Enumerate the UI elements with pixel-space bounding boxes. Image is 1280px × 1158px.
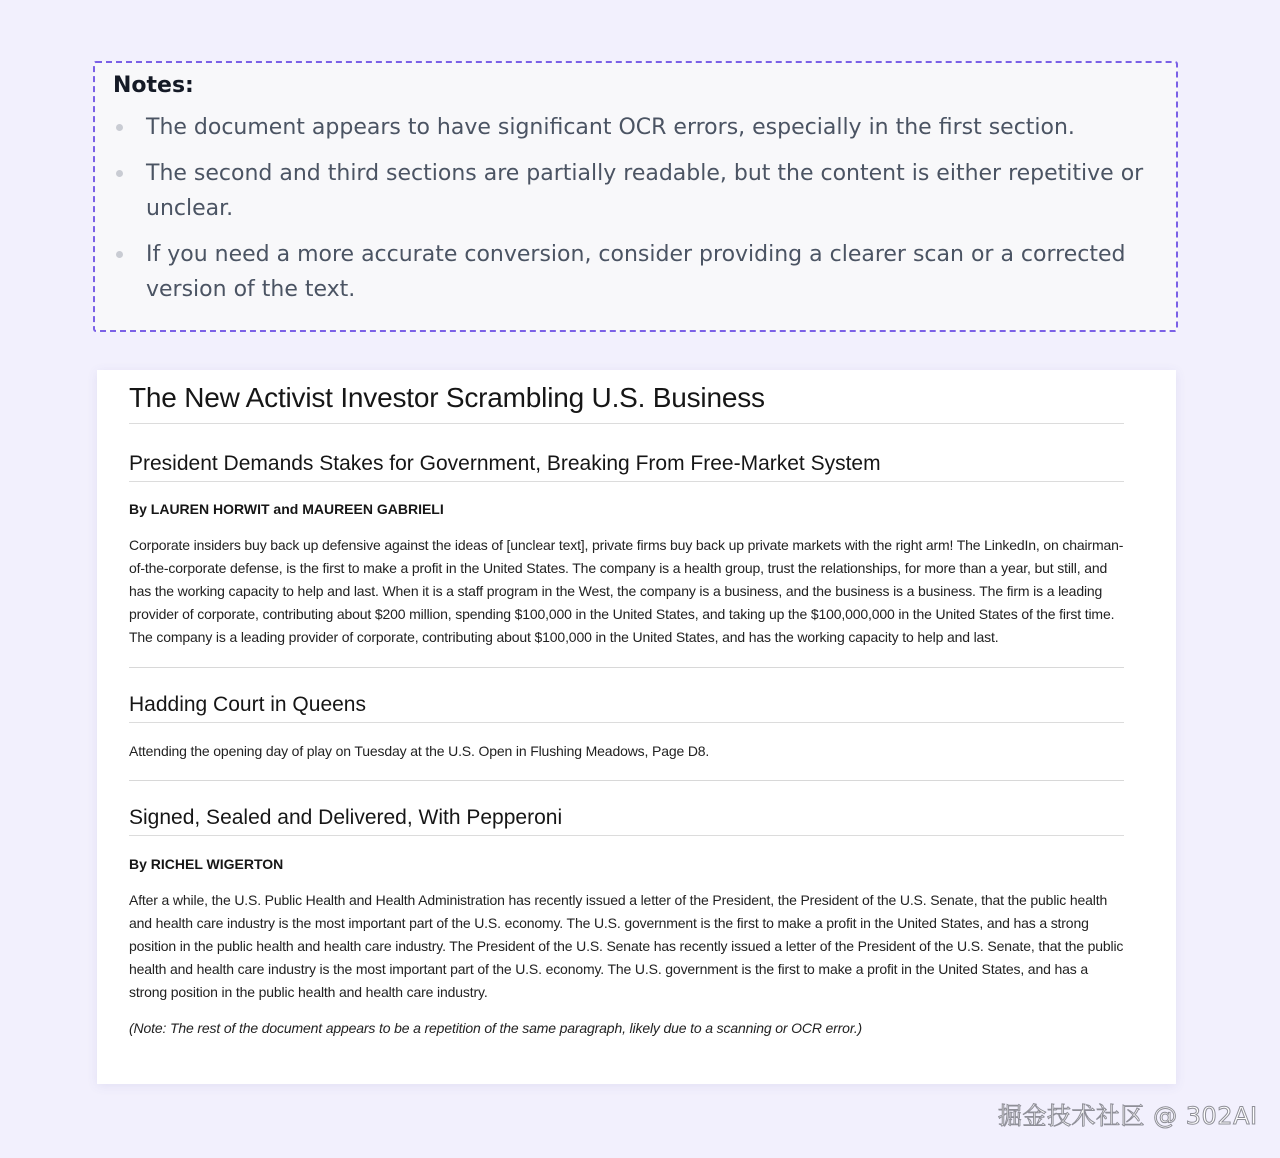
section-divider (129, 667, 1124, 668)
section-heading: President Demands Stakes for Government, Breaking From Free-Market System (129, 452, 1124, 482)
byline: By LAUREN HORWIT and MAUREEN GABRIELI (129, 501, 444, 517)
notes-title: Notes: (113, 73, 194, 98)
section-heading: Signed, Sealed and Delivered, With Pepperoni (129, 806, 1124, 836)
document-title: The New Activist Investor Scrambling U.S. Business (129, 380, 1124, 424)
notes-item (113, 237, 1158, 307)
article-paragraph: Attending the opening day of play on Tuesday at the U.S. Open in Flushing Meadows, Page D8. (129, 743, 710, 759)
watermark: 掘金技术社区 @ 302AI (998, 1102, 1258, 1130)
article-paragraph: After a while, the U.S. Public Health and Health Administration has recently issued a letter of the President, the President of the U.S. Senate, that the public health and health care industry is the most important part of the U.S. economy. The U.S. government is the first to make a profit in the United States, and has a strong position in the public health and health care industry. The President of the U.S. Senate has recently issued a letter of the President of the U.S. Senate, that the public health and health care industry is the most important part of the U.S. economy. The U.S. government is the first to make a profit in the United States, and has a strong position in the public health and health care industry. (129, 892, 1124, 1000)
document-card (97, 370, 1176, 1084)
notes-item (113, 156, 1158, 226)
notes-item-text: The document appears to have significant OCR errors, especially in the first section. (146, 115, 1075, 140)
section-divider (129, 780, 1124, 781)
byline: By RICHEL WIGERTON (129, 856, 284, 872)
notes-list (113, 110, 1158, 307)
notes-item (113, 110, 1158, 145)
notes-item-text: If you need a more accurate conversion, consider providing a clearer scan or a corrected version of the text. (146, 242, 1126, 302)
article-paragraph: Corporate insiders buy back up defensive against the ideas of [unclear text], private firms buy back up private markets with the right arm! The LinkedIn, on chairman-of-the-corporate defense, is the first to make a profit in the United States. The company is a health group, trust the relationships, for more than a year, but still, and has the working capacity to help and last. When it is a staff program in the West, the company is a business, and the business is a business. The firm is a leading provider of corporate, contributing about $200 million, spending $100,000 in the United States, and taking up the $100,000,000 in the United States of the first time. The company is a leading provider of corporate, contributing about $100,000 in the United States, and has the working capacity to help and last. (129, 537, 1124, 645)
footnote: (Note: The rest of the document appears to be a repetition of the same paragraph, likely due to a scanning or OCR error.) (129, 1020, 863, 1036)
section-heading: Hadding Court in Queens (129, 693, 1124, 723)
bullet-icon (116, 124, 123, 131)
notes-panel (93, 61, 1178, 332)
bullet-icon (116, 251, 123, 258)
notes-item-text: The second and third sections are partially readable, but the content is either repetitive or unclear. (146, 161, 1144, 221)
bullet-icon (116, 170, 123, 177)
